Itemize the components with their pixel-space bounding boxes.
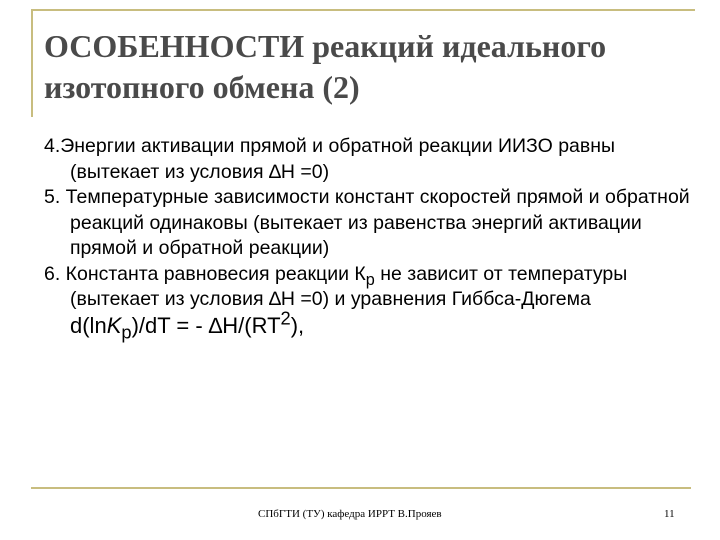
list-item-6 [44, 262, 694, 341]
item-6-text-before: 6. Константа равновесия реакции К [44, 262, 366, 285]
formula-superscript: 2 [280, 307, 291, 329]
gibbs-duhem-formula [70, 307, 305, 342]
formula-italic-k: K [106, 312, 122, 338]
item-6-text-middle: не зависит от температуры (вытекает из условия ∆H =0) и уравнения Гиббса-Дюгема [70, 262, 628, 310]
slide-content [44, 134, 694, 340]
item-6-subscript: р [365, 270, 375, 289]
page-number: 11 [664, 508, 675, 520]
formula-part-2: )/dT = - ∆H/(RT [131, 312, 281, 338]
frame-top-line [31, 9, 695, 11]
list-item-5: 5. Температурные зависимости констант скоростей прямой и обратной реакций одинаковы (вытекает из равенства энергий активации прямой и обратной реакции) [44, 186, 690, 259]
list-item-4: 4.Энергии активации прямой и обратной реакции ИИЗО равны (вытекает из условия ∆H =0) [44, 135, 616, 183]
frame-vertical-line [31, 9, 33, 117]
formula-part-3: ), [290, 312, 305, 338]
footer-text: СПбГТИ (ТУ) кафедра ИРРТ В.Прояев [258, 508, 442, 520]
footer-divider [31, 487, 691, 489]
formula-part-1: d(ln [70, 312, 107, 338]
formula-subscript: p [121, 320, 132, 342]
slide-title: ОСОБЕННОСТИ реакций идеального изотопного обмена (2) [44, 28, 607, 105]
